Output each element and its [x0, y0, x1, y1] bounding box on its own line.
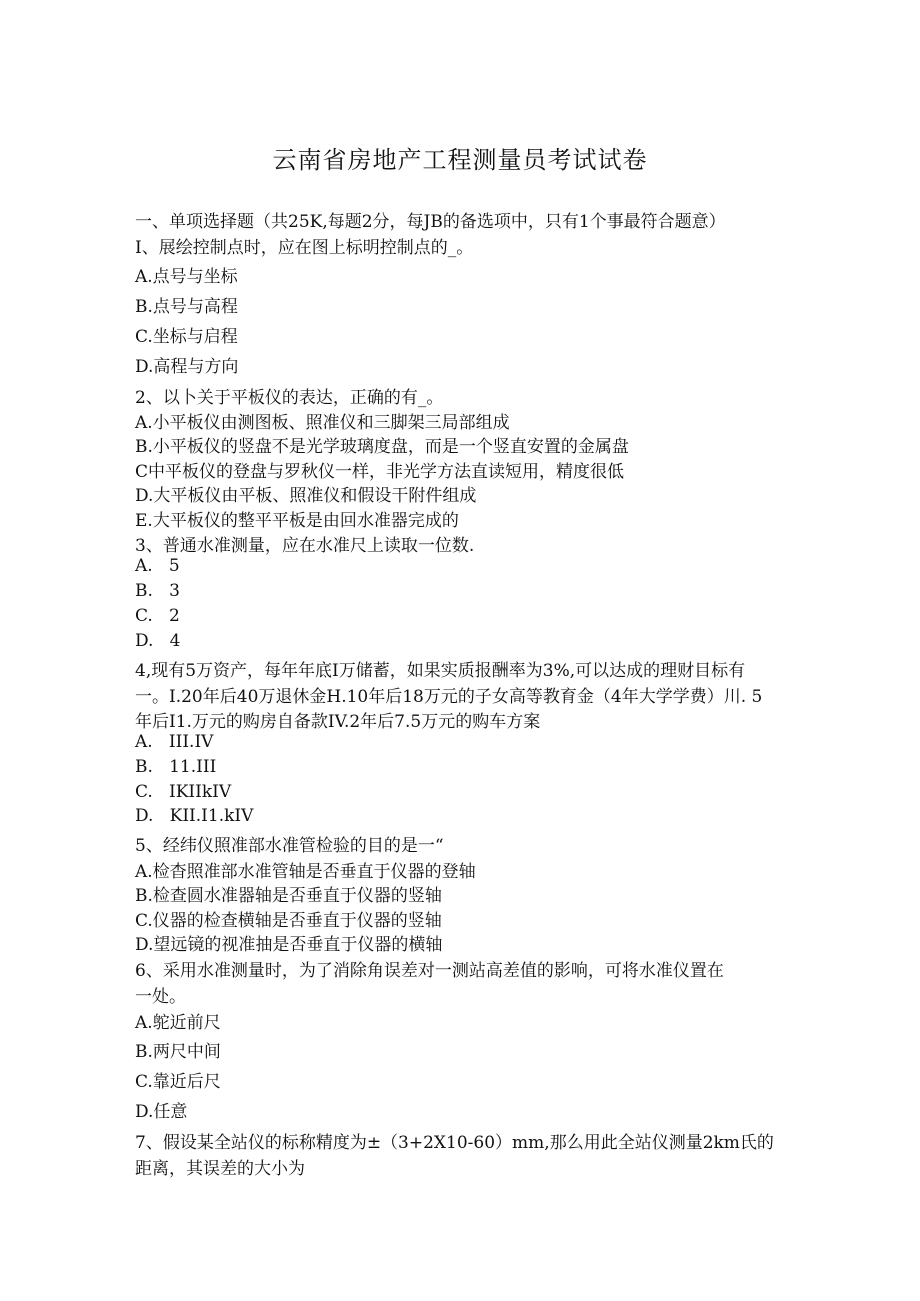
question-4-option-c: C. IKIIkIV	[135, 782, 232, 802]
question-6-option-a: A.鸵近前尺	[135, 1013, 221, 1033]
question-1-option-c: C.坐标与启程	[135, 327, 238, 347]
question-2-option-d: D.大平板仪由平板、照准仪和假设干附件组成	[135, 486, 477, 506]
question-7-text-line-2: 距离，其误差的大小为	[135, 1159, 305, 1179]
question-4-text-line-1: 4,现有5万资产，每年年底I万储蓄，如果实质报酬率为3%,可以达成的理财目标有	[135, 661, 746, 681]
page-title: 云南省房地产工程测量员考试试卷	[272, 146, 648, 174]
section-header: 一、单项选择题（共25K,每题2分，每JB的备选项中，只有1个事最符合题意）	[135, 212, 726, 232]
question-6-text-line-1: 6、采用水准测量时，为了消除角误差对一测站高差值的影响，可将水准仪置在	[135, 961, 724, 981]
question-3-option-c: C. 2	[135, 606, 180, 626]
question-3-option-a: A. 5	[135, 556, 180, 576]
question-7-text-line-1: 7、假设某全站仪的标称精度为±（3+2X10-60）mm,那么用此全站仪测量2km氏的	[135, 1133, 774, 1153]
question-2-option-b: B.小平板仪的竖盘不是光学玻璃度盘，而是一个竖直安置的金属盘	[135, 437, 629, 457]
question-5-option-c: C.仪器的检查横轴是否垂直于仪器的竖轴	[135, 911, 442, 931]
question-5-option-a: A.检杳照准部水准管轴是否垂直于仪器的登轴	[135, 862, 476, 882]
question-3-option-b: B. 3	[135, 581, 180, 601]
question-4-option-d: D. KII.I1.kIV	[135, 806, 254, 826]
question-1-option-d: D.高程与方向	[135, 357, 239, 377]
question-3-option-d: D. 4	[135, 631, 181, 651]
question-2-text: 2、以卜关于平板仪的表达，正确的有_。	[135, 388, 444, 408]
question-5-option-b: B.检查圆水准器轴是否垂直于仪器的竖轴	[135, 886, 442, 906]
question-2-option-a: A.小平板仪由测图板、照准仪和三脚架三局部组成	[135, 413, 510, 433]
question-5-text: 5、经纬仪照准部水准管检验的目的是一“	[135, 836, 444, 856]
question-4-text-line-3: 年后I1.万元的购房自备款IV.2年后7.5万元的购车方案	[135, 712, 541, 732]
question-5-option-d: D.望远镜的视准抽是否垂直于仪器的横轴	[135, 935, 443, 955]
question-6-text-line-2: 一处。	[135, 987, 186, 1007]
question-1-option-b: B.点号与高程	[135, 297, 238, 317]
question-1-text: I、展绘控制点时，应在图上标明控制点的_。	[135, 238, 474, 258]
question-6-option-d: D.任意	[135, 1102, 188, 1122]
question-4-text-line-2: 一。I.20年后40万退休金H.10年后18万元的子女高等教育金（4年大学学费）川. 5	[135, 687, 763, 707]
question-1-option-a: A.点号与坐标	[135, 267, 238, 287]
question-6-option-c: C.靠近后尺	[135, 1072, 221, 1092]
question-2-option-c: C中平板仪的登盘与罗秋仪一样，非光学方法直读短用，精度很低	[135, 462, 625, 482]
question-4-option-b: B. 11.III	[135, 757, 217, 777]
question-3-text: 3、普通水准测量，应在水准尺上读取一位数.	[135, 536, 475, 556]
question-2-option-e: E.大平板仪的整平平板是由回水准器完成的	[135, 511, 459, 531]
question-6-option-b: B.两尺中间	[135, 1042, 221, 1062]
question-4-option-a: A. III.IV	[135, 732, 214, 752]
